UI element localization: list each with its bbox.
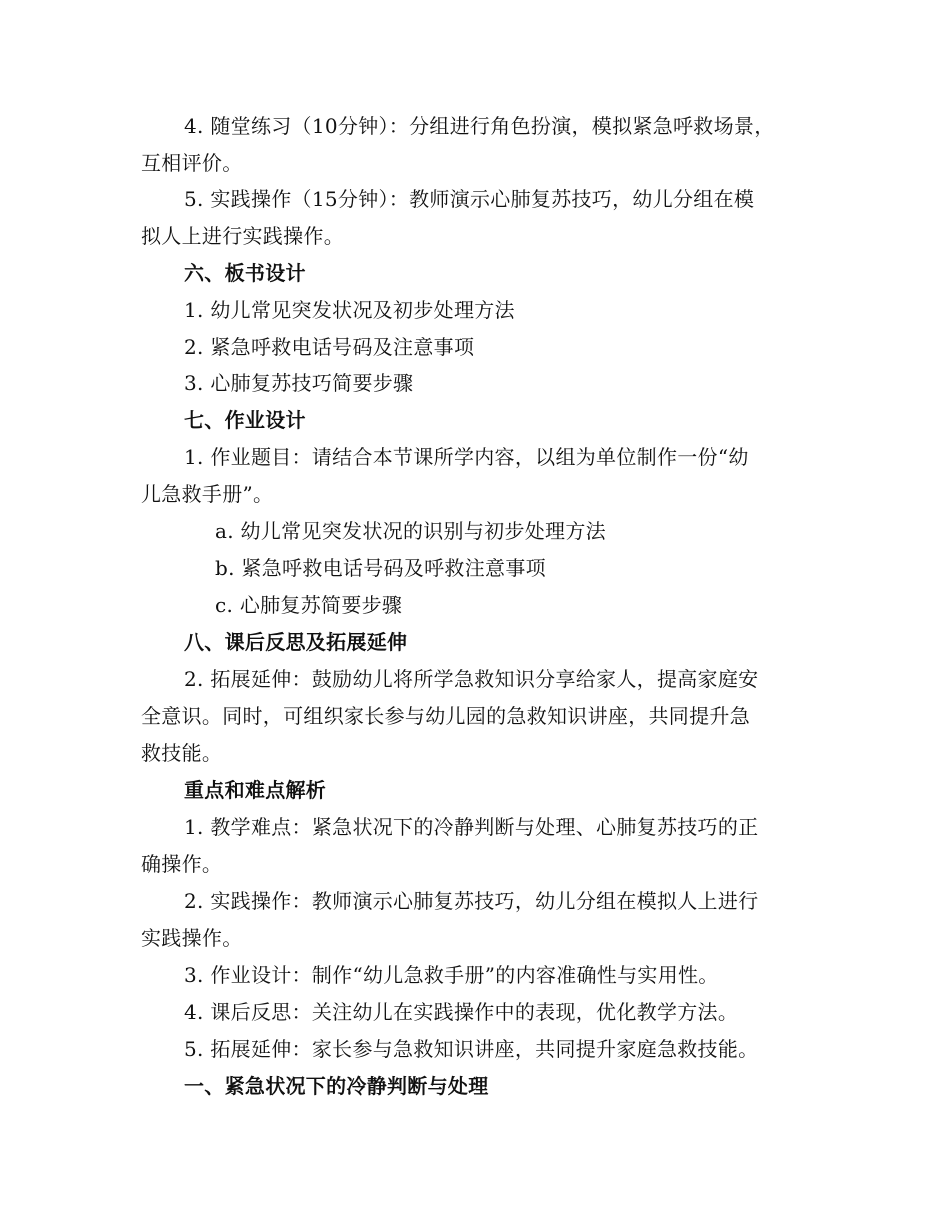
text-line: 儿急救手册”。: [141, 482, 274, 506]
sub-list-item: a. 幼儿常见突发状况的识别与初步处理方法: [215, 519, 606, 543]
section-heading: 七、作业设计: [184, 408, 306, 432]
text-line: 3. 作业设计：制作“幼儿急救手册”的内容准确性与实用性。: [184, 963, 719, 987]
sub-list-item: b. 紧急呼救电话号码及呼救注意事项: [215, 556, 546, 580]
text-line: 2. 拓展延伸：鼓励幼儿将所学急救知识分享给家人，提高家庭安: [184, 667, 759, 691]
sub-list-item: c. 心肺复苏简要步骤: [215, 593, 403, 617]
text-line: 互相评价。: [141, 151, 243, 175]
text-line: 5. 拓展延伸：家长参与急救知识讲座，共同提升家庭急救技能。: [184, 1037, 759, 1061]
text-line: 5. 实践操作（15分钟）：教师演示心肺复苏技巧，幼儿分组在模: [184, 187, 755, 211]
text-line: 2. 紧急呼救电话号码及注意事项: [184, 335, 475, 359]
text-line: 实践操作。: [141, 926, 243, 950]
text-line: 2. 实践操作：教师演示心肺复苏技巧，幼儿分组在模拟人上进行: [184, 889, 759, 913]
text-line: 1. 教学难点：紧急状况下的冷静判断与处理、心肺复苏技巧的正: [184, 815, 759, 839]
section-heading: 重点和难点解析: [184, 778, 327, 802]
text-line: 4. 课后反思：关注幼儿在实践操作中的表现，优化教学方法。: [184, 1000, 739, 1024]
section-heading: 一、紧急状况下的冷静判断与处理: [184, 1074, 489, 1098]
text-line: 4. 随堂练习（10分钟）：分组进行角色扮演，模拟紧急呼救场景，: [184, 114, 775, 138]
text-line: 1. 幼儿常见突发状况及初步处理方法: [184, 298, 515, 322]
text-line: 确操作。: [141, 852, 223, 876]
text-line: 拟人上进行实践操作。: [141, 224, 344, 248]
text-line: 救技能。: [141, 741, 223, 765]
text-line: 全意识。同时，可组织家长参与幼儿园的急救知识讲座，共同提升急: [141, 704, 750, 728]
text-line: 3. 心肺复苏技巧简要步骤: [184, 371, 414, 395]
section-heading: 八、课后反思及拓展延伸: [184, 630, 408, 654]
text-line: 1. 作业题目：请结合本节课所学内容，以组为单位制作一份“幼: [184, 445, 749, 469]
section-heading: 六、板书设计: [184, 261, 306, 285]
